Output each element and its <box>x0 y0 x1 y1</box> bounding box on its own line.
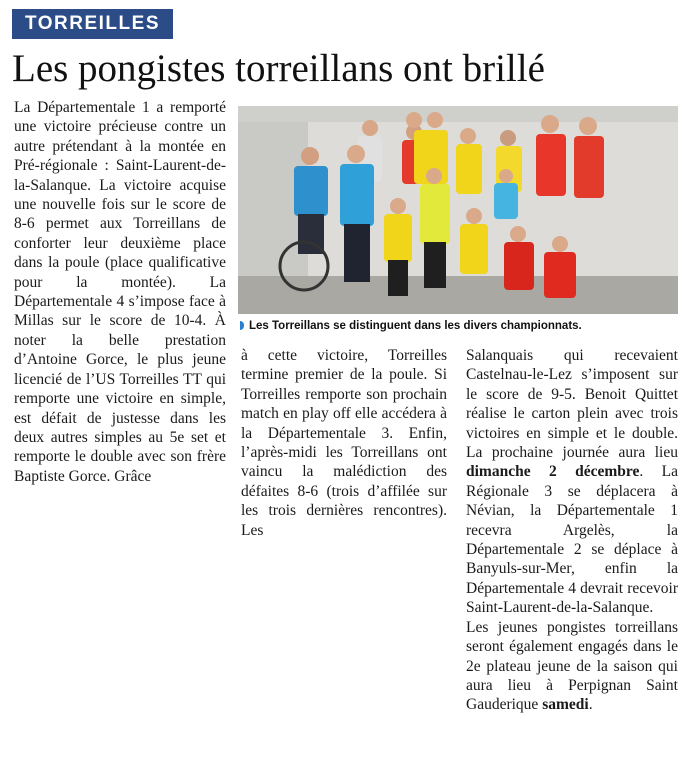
section-tag: TORREILLES <box>12 9 173 39</box>
article-text-col3-a: Salanquais qui recevaient Castelnau-le-Lez s’imposent sur le score de 9-5. Benoit Quittet réalise le carton plein avec trois victoires en simple et le double. La prochaine journée aura lieu <box>466 347 678 462</box>
article-column-1 <box>14 98 226 486</box>
article-text-col2: à cette victoire, Torreilles termine premier de la poule. Si Torreilles remporte son prochain match en play off elle accédera à la Départementale 3. Enfin, l’après-midi les Torreillans ont vaincu la malédiction des défaites 8-6 (trois d’affilée sur les trois dernières rencontres). Les <box>241 347 447 539</box>
photo-caption-text: Les Torreillans se distinguent dans les divers championnats. <box>249 320 582 332</box>
headline: Les pongistes torreillans ont brillé <box>12 47 545 90</box>
team-photo <box>238 106 678 314</box>
article-text-col1: La Départementale 1 a remporté une victoire précieuse contre un autre prétendant à la montée en Pré-régionale : Saint-Laurent-de-la-Salanque. La victoire acquise une nouvelle fois sur le score de 8-6 permet aux Torreillans de conforter leur deuxième place dans la poule (place qualificative pour la montée). La Départementale 4 s’impose face à Millas sur le score de 10-4. À noter la belle prestation d’Antoine Gorce, le plus jeune licencié de l’US Torreilles TT qui remporte une victoire en simple, est défait de justesse dans les deux autres simples au 5e set et remporte le double avec son frère Baptiste Gorce. Grâce <box>14 99 226 485</box>
team-photo-image <box>238 106 678 314</box>
article-text-col3 <box>466 346 678 715</box>
article-text-col3-b: . La Régionale 3 se déplacera à Névian, la Départementale 1 recevra Argelès, la Départementale 2 se déplace à Banyuls-sur-Mer, enfin la Départementale 4 devrait recevoir Saint-Laurent-de-la-Salanque. Les jeunes pongistes torreillans seront également engagés dans le 2e plateau jeune de la saison qui aura lieu à Perpignan Saint Gauderique <box>466 463 678 714</box>
event-date: dimanche 2 décembre <box>466 463 640 481</box>
caption-marker-icon <box>240 321 244 330</box>
event-day: samedi <box>542 696 589 714</box>
photo-caption <box>240 318 680 334</box>
article-column-2 <box>241 346 447 540</box>
article-text-col3-end: . <box>588 696 593 714</box>
article-column-3 <box>466 346 678 715</box>
